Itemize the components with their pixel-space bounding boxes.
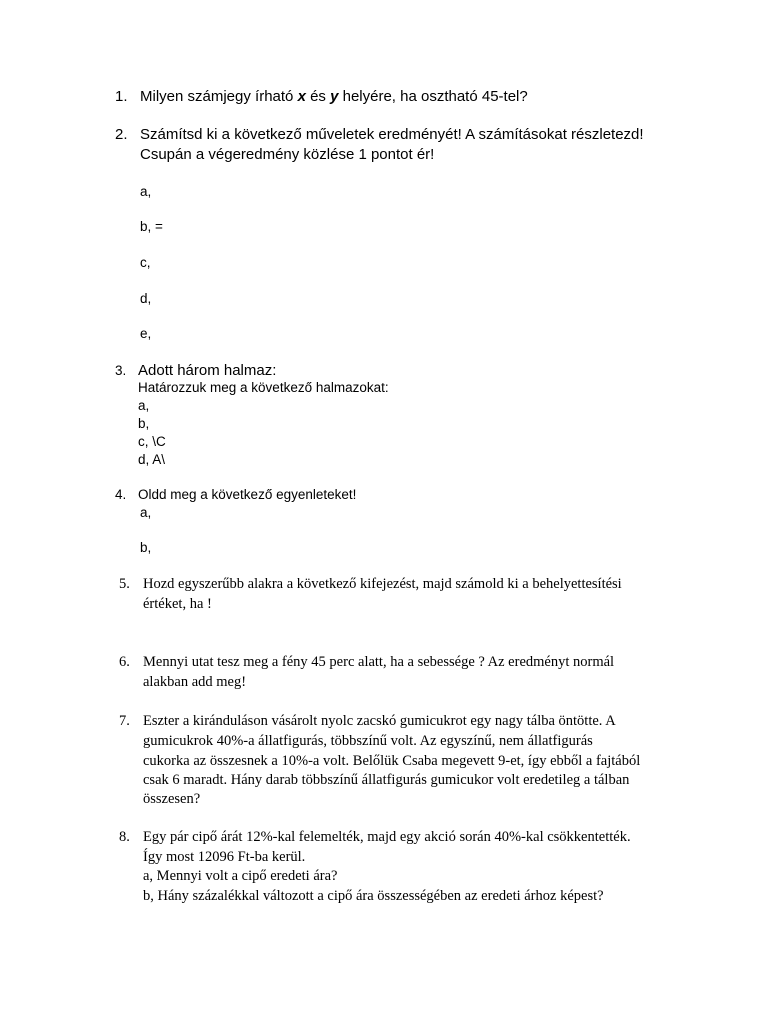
question-8-item-a: a, Mennyi volt a cipő eredeti ára? — [143, 868, 338, 884]
question-3-subtitle: Határozzuk meg a következő halmazokat: — [138, 380, 389, 395]
question-4-text: Oldd meg a következő egyenleteket! — [138, 487, 357, 502]
question-8-line-2: Így most 12096 Ft-ba kerül. — [143, 849, 306, 865]
question-7-line-2: gumicukrok 40%-a állatfigurás, többszínű volt. Az egyszínű, nem állatfigurás — [143, 733, 593, 749]
question-number: 1. — [115, 88, 128, 105]
question-2-item-e: e, — [140, 326, 152, 341]
question-3-title: Adott három halmaz: — [138, 362, 277, 379]
question-number: 2. — [115, 126, 128, 143]
question-number: 7. — [119, 713, 130, 729]
question-2-item-d: d, — [140, 291, 152, 306]
question-3-item-d: d, A\ — [138, 452, 166, 467]
question-6-line-2: alakban add meg! — [143, 674, 247, 690]
question-2-item-c: c, — [140, 255, 151, 270]
question-4-item-b: b, — [140, 540, 152, 555]
question-1-text-part: és — [305, 88, 331, 105]
question-8-item-b: b, Hány százalékkal változott a cipő ára összességében az eredeti árhoz képest? — [143, 888, 604, 904]
question-7-line-3: cukorka az összesnek a 10%-a volt. Belőlük Csaba megevett 9-et, így ebből a fajtából — [143, 753, 641, 769]
question-6-line-1: Mennyi utat tesz meg a fény 45 perc alatt, ha a sebessége ? Az eredményt normál — [143, 654, 615, 670]
question-1-text-part: helyére, ha osztható 45-tel? — [338, 88, 528, 105]
question-2-line-1: Számítsd ki a következő műveletek eredményét! A számításokat részletezd! — [140, 126, 644, 143]
question-3-item-a: a, — [138, 398, 150, 413]
question-3-item-c: c, \C — [138, 434, 166, 449]
variable-x: x — [297, 88, 306, 105]
question-number: 5. — [119, 576, 130, 592]
question-3-item-b: b, — [138, 416, 150, 431]
question-number: 6. — [119, 654, 130, 670]
question-2-line-2: Csupán a végeredmény közlése 1 pontot ér! — [140, 146, 435, 163]
question-7-line-4: csak 6 maradt. Hány darab többszínű állatfigurás gumicukor volt eredetileg a tálban — [143, 772, 630, 788]
variable-y: y — [330, 88, 339, 105]
question-2-item-a: a, — [140, 184, 152, 199]
question-5-line-1: Hozd egyszerűbb alakra a következő kifejezést, majd számold ki a behelyettesítési — [143, 576, 622, 592]
question-1-text — [140, 88, 528, 105]
question-4-item-a: a, — [140, 505, 152, 520]
question-7-line-1: Eszter a kiránduláson vásárolt nyolc zacskó gumicukrot egy nagy tálba öntötte. A — [143, 713, 616, 729]
question-8-line-1: Egy pár cipő árát 12%-kal felemelték, majd egy akció során 40%-kal csökkentették. — [143, 829, 631, 845]
question-number: 3. — [115, 363, 127, 378]
question-7-line-5: összesen? — [143, 791, 201, 807]
question-2-item-b: b, = — [140, 219, 163, 234]
question-number: 8. — [119, 829, 130, 845]
question-number: 4. — [115, 487, 127, 502]
question-5-line-2: értéket, ha ! — [143, 596, 212, 612]
question-1-text-part: Milyen számjegy írható — [140, 88, 298, 105]
